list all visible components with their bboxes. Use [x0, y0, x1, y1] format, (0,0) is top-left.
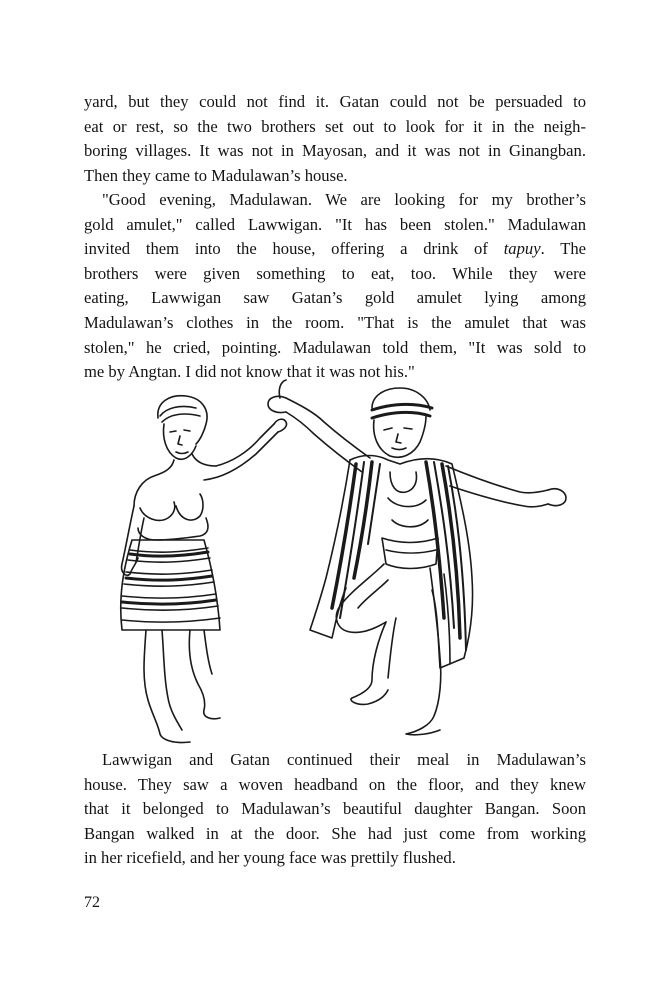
text-line: house. They saw a woven headband on the floor, and they knew [84, 774, 586, 794]
paragraph-dialogue [84, 188, 586, 385]
text-line: Madulawan’s clothes in the room. "That is the amulet that was [84, 312, 586, 332]
text-line: me by Angtan. I did not know that it was not his." [84, 362, 415, 382]
text-line: gold amulet," called Lawwigan. "It has been stolen." Madulawan [84, 214, 586, 234]
text-line: invited them into the house, offering a drink of tapuy. The [84, 239, 586, 259]
text-line: yard, but they could not find it. Gatan could not be persuaded to [84, 92, 586, 111]
text-line: Then they came to Madulawan’s house. [84, 165, 348, 185]
text-line: that it belonged to Madulawan’s beautiful daughter Bangan. Soon [84, 799, 586, 819]
paragraph-meal [84, 748, 586, 871]
dancers-illustration [100, 368, 580, 753]
text-line: "Good evening, Madulawan. We are looking for my brother’s [102, 190, 586, 209]
text-line: boring villages. It was not in Mayosan, and it was not in Ginangban. [84, 141, 586, 161]
woman-dancer-figure [121, 396, 287, 743]
text-line: eat or rest, so the two brothers set out to look for it in the neigh- [84, 116, 586, 136]
italic-word-tapuy: tapuy [503, 239, 541, 259]
text-line: Lawwigan and Gatan continued their meal in Madulawan’s [102, 750, 586, 769]
paragraph-continued [84, 90, 586, 188]
text-line: Bangan walked in at the door. She had just come from working [84, 823, 586, 843]
text-line: stolen," he cried, pointing. Madulawan told them, "It was sold to [84, 337, 586, 357]
text-line: in her ricefield, and her young face was prettily flushed. [84, 848, 456, 868]
text-line: brothers were given something to eat, too. While they were [84, 263, 586, 283]
man-dancer-figure [268, 380, 566, 735]
page-number: 72 [84, 894, 100, 911]
text-line: eating, Lawwigan saw Gatan’s gold amulet lying among [84, 288, 586, 308]
